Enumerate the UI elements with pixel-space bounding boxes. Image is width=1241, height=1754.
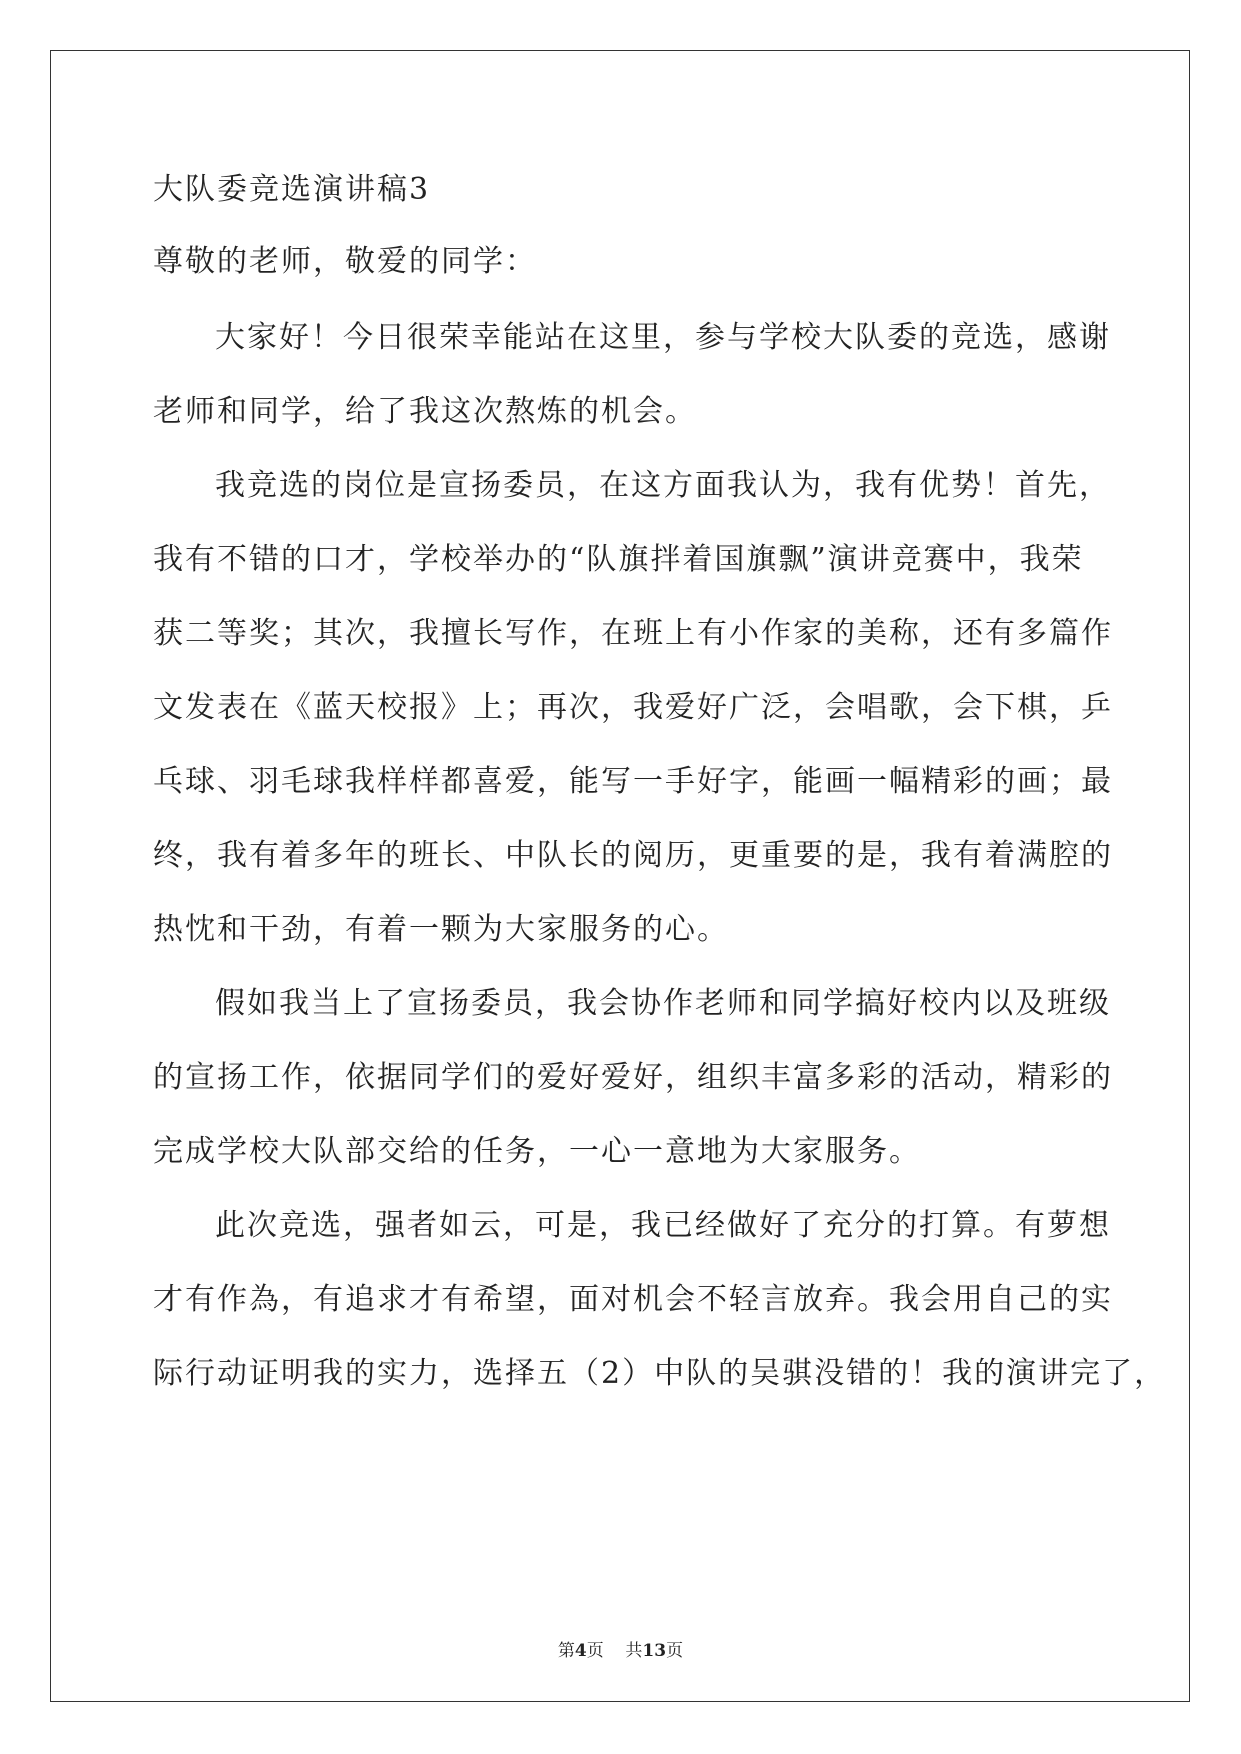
salutation: 尊敬的老师，敬爱的同学： (153, 244, 537, 279)
total-pages: 13 (642, 1641, 667, 1661)
paragraph-line: 获二等奖；其次，我擅长写作，在班上有小作家的美称，还有多篇作 (153, 616, 1113, 651)
total-prefix: 共 (625, 1641, 643, 1661)
paragraph-line: 大家好！今日很荣幸能站在这里，参与学校大队委的竞选，感谢 (215, 320, 1111, 355)
paragraph-line: 际行动证明我的实力，选择五（2）中队的吴骐没错的！我的演讲完了， (153, 1356, 1167, 1391)
page-border (50, 50, 1190, 1702)
total-suffix: 页 (666, 1641, 684, 1661)
page-prefix: 第 (557, 1641, 575, 1661)
paragraph-line: 热忱和干劲，有着一颗为大家服务的心。 (153, 912, 729, 947)
paragraph-line: 终，我有着多年的班长、中队长的阅历，更重要的是，我有着满腔的 (153, 838, 1113, 873)
paragraph-line: 完成学校大队部交给的任务，一心一意地为大家服务。 (153, 1134, 921, 1169)
paragraph-line: 假如我当上了宣扬委员，我会协作老师和同学搞好校内以及班级 (215, 986, 1111, 1021)
paragraph-line: 老师和同学，给了我这次熬炼的机会。 (153, 394, 697, 429)
paragraph-line: 乓球、羽毛球我样样都喜爱，能写一手好字，能画一幅精彩的画；最 (153, 764, 1113, 799)
paragraph-line: 文发表在《蓝天校报》上；再次，我爱好广泛，会唱歌，会下棋，乒 (153, 690, 1113, 725)
paragraph-line: 的宣扬工作，依据同学们的爱好爱好，组织丰富多彩的活动，精彩的 (153, 1060, 1113, 1095)
paragraph-line: 才有作為，有追求才有希望，面对机会不轻言放弃。我会用自己的实 (153, 1282, 1113, 1317)
paragraph-line: 我有不错的口才，学校举办的“队旗拌着国旗飘”演讲竞赛中，我荣 (153, 542, 1084, 577)
page-number: 4 (574, 1641, 587, 1661)
document-title: 大队委竞选演讲稿3 (153, 172, 431, 207)
page-footer (0, 1640, 1241, 1662)
paragraph-line: 我竞选的岗位是宣扬委员，在这方面我认为，我有优势！首先， (215, 468, 1111, 503)
page-suffix: 页 (586, 1641, 604, 1661)
paragraph-line: 此次竞选，强者如云，可是，我已经做好了充分的打算。有萝想 (215, 1208, 1111, 1243)
